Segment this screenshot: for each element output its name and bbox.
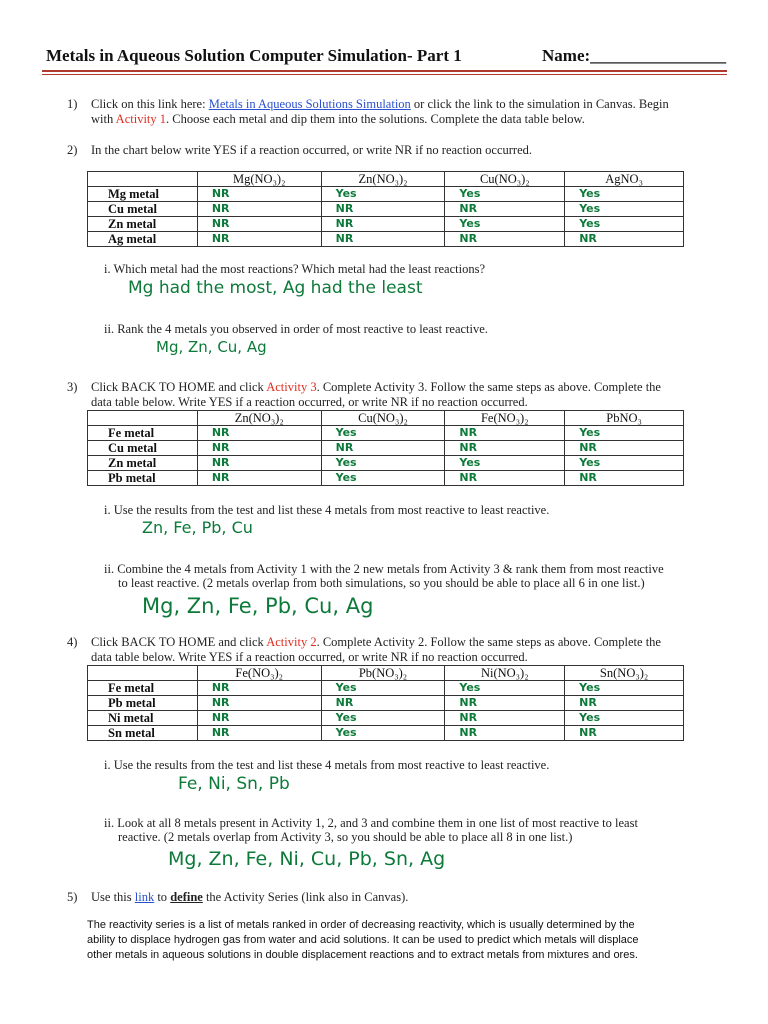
q5-line [91, 890, 408, 905]
answer-cell[interactable]: NR [565, 696, 684, 711]
q1-line1 [91, 97, 669, 112]
table-row [88, 696, 684, 711]
answer-cell[interactable]: Yes [565, 202, 684, 217]
answer-cell[interactable]: Yes [445, 187, 565, 202]
table-row [88, 202, 684, 217]
header [46, 46, 726, 72]
q4-number: 4) [67, 635, 78, 649]
q3-number: 3) [67, 380, 78, 394]
answer-cell[interactable]: NR [445, 232, 565, 247]
answer-cell[interactable]: NR [321, 441, 445, 456]
answer-cell[interactable]: Yes [321, 456, 445, 471]
q2ii-text: ii. Rank the 4 metals you observed in order of most reactive to least reactive. [104, 322, 488, 336]
q5-text-post: the Activity Series (link also in Canvas). [202, 890, 409, 904]
answer-cell[interactable]: NR [197, 696, 321, 711]
answer-cell[interactable]: NR [197, 202, 321, 217]
answer-cell[interactable]: Yes [321, 726, 445, 741]
q2ii-answer[interactable]: Mg, Zn, Cu, Ag [156, 338, 267, 356]
column-header: Pb(NO₃)₂ [321, 666, 445, 681]
q3-line2: data table below. Write YES if a reaction occurred, or write NR if no reaction occurred. [91, 395, 528, 409]
table-header-row [88, 666, 684, 681]
answer-cell[interactable]: Yes [565, 681, 684, 696]
q4i-text: i. Use the results from the test and list these 4 metals from most reactive to least reactive. [104, 758, 550, 772]
answer-cell[interactable]: NR [445, 202, 565, 217]
answer-cell[interactable]: NR [445, 696, 565, 711]
table-header-row [88, 172, 684, 187]
row-header: Cu metal [88, 441, 198, 456]
answer-cell[interactable]: NR [445, 726, 565, 741]
answer-cell[interactable]: Yes [321, 711, 445, 726]
column-header: Sn(NO₃)₂ [565, 666, 684, 681]
answer-cell[interactable]: Yes [445, 217, 565, 232]
answer-cell[interactable]: NR [321, 232, 445, 247]
answer-cell[interactable]: NR [197, 681, 321, 696]
column-header: Fe(NO₃)₂ [197, 666, 321, 681]
activity-1-label: Activity 1 [115, 112, 167, 126]
answer-cell[interactable]: NR [197, 232, 321, 247]
answer-cell[interactable]: NR [445, 711, 565, 726]
answer-cell[interactable]: Yes [565, 426, 684, 441]
answer-cell[interactable]: NR [565, 232, 684, 247]
answer-cell[interactable]: NR [565, 471, 684, 486]
row-header: Ni metal [88, 711, 198, 726]
header-rule [42, 70, 727, 72]
q3ii-answer[interactable]: Mg, Zn, Fe, Pb, Cu, Ag [142, 594, 374, 618]
answer-cell[interactable]: NR [565, 441, 684, 456]
table-row [88, 471, 684, 486]
table-row [88, 426, 684, 441]
q2i-answer[interactable]: Mg had the most, Ag had the least [128, 278, 423, 298]
answer-cell[interactable]: NR [321, 696, 445, 711]
q1-number: 1) [67, 97, 78, 111]
simulation-link[interactable]: Metals in Aqueous Solutions Simulation [208, 97, 411, 111]
q4-line2: data table below. Write YES if a reaction occurred, or write NR if no reaction occurred. [91, 650, 528, 664]
answer-cell[interactable]: Yes [565, 187, 684, 202]
q2-number: 2) [67, 143, 78, 157]
table-row [88, 681, 684, 696]
q1-text: Click on this link here: [91, 97, 209, 111]
answer-cell[interactable]: Yes [321, 426, 445, 441]
answer-cell[interactable]: Yes [445, 456, 565, 471]
table-row [88, 456, 684, 471]
row-header: Zn metal [88, 456, 198, 471]
answer-cell[interactable]: NR [197, 456, 321, 471]
answer-cell[interactable]: Yes [565, 217, 684, 232]
q2-text: In the chart below write YES if a reaction occurred, or write NR if no reaction occurred. [91, 143, 533, 157]
column-header: PbNO₃ [565, 411, 684, 426]
table-activity-3 [87, 410, 684, 486]
column-header: AgNO₃ [565, 172, 684, 187]
q3ii-line2: to least reactive. (2 metals overlap from both simulations, so you should be able to place all 6 in one list.) [118, 576, 645, 590]
q3-text: Click BACK TO HOME and click [91, 380, 267, 394]
table-row [88, 232, 684, 247]
table-header-row [88, 411, 684, 426]
column-header: Zn(NO₃)₂ [197, 411, 321, 426]
table-activity-2 [87, 665, 684, 741]
q2i-text: i. Which metal had the most reactions? Which metal had the least reactions? [104, 262, 485, 276]
define-keyword: define [170, 890, 203, 904]
column-header: Cu(NO₃)₂ [321, 411, 445, 426]
q3i-text: i. Use the results from the test and list these 4 metals from most reactive to least reactive. [104, 503, 550, 517]
answer-cell[interactable]: Yes [321, 471, 445, 486]
table-row [88, 217, 684, 232]
q4i-answer[interactable]: Fe, Ni, Sn, Pb [178, 774, 290, 794]
row-header: Mg metal [88, 187, 198, 202]
q3ii-line1: ii. Combine the 4 metals from Activity 1 with the 2 new metals from Activity 3 & rank them from most reactive [104, 562, 664, 576]
header-rule-thin [42, 74, 727, 75]
activity-3-label: Activity 3 [266, 380, 317, 394]
q1-text-post: or click the link to the simulation in Canvas. Begin [410, 97, 669, 111]
table-corner [88, 411, 198, 426]
answer-cell[interactable]: Yes [565, 456, 684, 471]
answer-cell[interactable]: NR [197, 441, 321, 456]
row-header: Sn metal [88, 726, 198, 741]
q5-number: 5) [67, 890, 78, 904]
activity-series-link[interactable]: link [134, 890, 155, 904]
q4-text-post: . Complete Activity 2. Follow the same steps as above. Complete the [316, 635, 661, 649]
row-header: Pb metal [88, 471, 198, 486]
answer-cell[interactable]: NR [445, 471, 565, 486]
table-corner [88, 666, 198, 681]
name-field[interactable]: Name:________________ [542, 46, 727, 65]
answer-cell[interactable]: NR [197, 426, 321, 441]
answer-cell[interactable]: NR [445, 441, 565, 456]
answer-cell[interactable]: NR [321, 217, 445, 232]
table-row [88, 711, 684, 726]
answer-cell[interactable]: Yes [321, 187, 445, 202]
column-header: Ni(NO₃)₂ [445, 666, 565, 681]
answer-cell[interactable]: NR [565, 726, 684, 741]
q4-line1 [91, 635, 661, 650]
q3i-answer[interactable]: Zn, Fe, Pb, Cu [142, 518, 253, 537]
row-header: Fe metal [88, 426, 198, 441]
answer-cell[interactable]: NR [321, 202, 445, 217]
answer-cell[interactable]: Yes [565, 711, 684, 726]
table-activity-1 [87, 171, 684, 247]
q4ii-line2: reactive. (2 metals overlap from Activity 3, so you should be able to place all 8 in one list.) [118, 830, 573, 844]
answer-cell[interactable]: NR [197, 471, 321, 486]
table-row [88, 441, 684, 456]
column-header: Mg(NO₃)₂ [197, 172, 321, 187]
answer-cell[interactable]: NR [197, 217, 321, 232]
q5-text-mid: to [154, 890, 171, 904]
row-header: Ag metal [88, 232, 198, 247]
answer-cell[interactable]: NR [197, 187, 321, 202]
table-corner [88, 172, 198, 187]
column-header: Fe(NO₃)₂ [445, 411, 565, 426]
activity-series-definition: The reactivity series is a list of metals ranked in order of decreasing reactivity, which is usually determined by the ability to displace hydrogen gas from water and acid solutions. It can be used to predict which metals will displace other metals in aqueous solutions in double displacement reactions and to extract metals from mixtures and ores. [87, 919, 639, 961]
answer-cell[interactable]: NR [197, 711, 321, 726]
row-header: Zn metal [88, 217, 198, 232]
q1-line2-post: . Choose each metal and dip them into the solutions. Complete the data table below. [166, 112, 585, 126]
row-header: Pb metal [88, 696, 198, 711]
worksheet-title: Metals in Aqueous Solution Computer Simulation- Part 1 [46, 46, 462, 65]
q1-line2 [91, 112, 585, 127]
q5-text: Use this [91, 890, 135, 904]
q3-text-post: . Complete Activity 3. Follow the same steps as above. Complete the [316, 380, 661, 394]
answer-cell[interactable]: Yes [321, 681, 445, 696]
table-row [88, 726, 684, 741]
answer-cell[interactable]: NR [445, 426, 565, 441]
row-header: Fe metal [88, 681, 198, 696]
q4ii-line1: ii. Look at all 8 metals present in Activity 1, 2, and 3 and combine them in one list of most reactive to least [104, 816, 638, 830]
q4ii-answer[interactable]: Mg, Zn, Fe, Ni, Cu, Pb, Sn, Ag [168, 848, 446, 870]
column-header: Cu(NO₃)₂ [445, 172, 565, 187]
answer-cell[interactable]: NR [197, 726, 321, 741]
row-header: Cu metal [88, 202, 198, 217]
q1-line2-pre: with [91, 112, 116, 126]
answer-cell[interactable]: Yes [445, 681, 565, 696]
table-row [88, 187, 684, 202]
column-header: Zn(NO₃)₂ [321, 172, 445, 187]
q3-line1 [91, 380, 661, 395]
q4-text: Click BACK TO HOME and click [91, 635, 267, 649]
activity-2-label: Activity 2 [266, 635, 317, 649]
